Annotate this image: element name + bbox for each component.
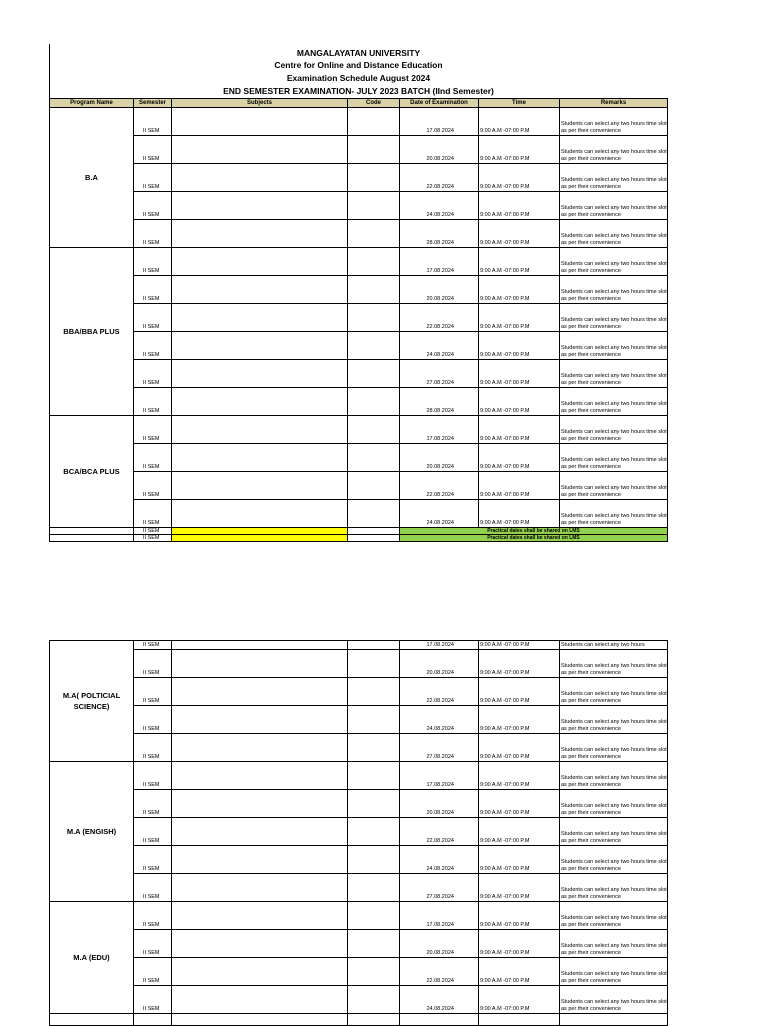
exam-date: 22.08.2024 [400,958,479,986]
schedule-table-page2 [49,640,668,1026]
exam-time: 9:00 A.M -07:00 P.M [479,304,560,332]
subject-cell [172,500,348,528]
program-name: BCA/BCA PLUS [50,416,134,528]
code-cell [348,276,400,304]
code-cell [348,902,400,930]
subject-cell [172,108,348,136]
code-cell [348,734,400,762]
program-group [50,641,668,762]
exam-time: 9:00 A.M -07:00 P.M [479,930,560,958]
code-cell [348,874,400,902]
program-name: B.A [50,108,134,248]
table-row [50,444,668,472]
remarks-cell: Students can select any two hours time slot as per their convenience [560,678,668,706]
subject-cell [172,958,348,986]
subject-cell [172,332,348,360]
exam-time: 9:00 A.M -07:00 P.M [479,332,560,360]
practical-note: Practical dates shall be shared on LMS [400,535,668,542]
semester-cell: II SEM [134,528,172,535]
subject-cell [172,790,348,818]
semester-cell: II SEM [134,535,172,542]
exam-date: 17.08.2024 [400,641,479,650]
subject-cell [172,641,348,650]
code-cell [348,360,400,388]
table-row [50,706,668,734]
semester-cell: II SEM [134,874,172,902]
table-row [50,930,668,958]
exam-date: 20.08.2024 [400,136,479,164]
program-group [50,416,668,528]
remarks-cell: Students can select any two hours time slot as per their convenience [560,108,668,136]
remarks-cell: Students can select any two hours time slot as per their convenience [560,818,668,846]
subject-cell [172,930,348,958]
exam-date: 17.08.2024 [400,902,479,930]
exam-date: 20.08.2024 [400,930,479,958]
exam-date: 24.08.2024 [400,332,479,360]
exam-time: 9:00 A.M -07:00 P.M [479,388,560,416]
exam-date: 24.08.2024 [400,706,479,734]
subject-cell [172,986,348,1014]
exam-date: 24.08.2024 [400,846,479,874]
semester-cell: II SEM [134,192,172,220]
subject-cell [172,444,348,472]
remarks-cell: Students can select any two hours time slot as per their convenience [560,304,668,332]
remarks-cell: Students can select any two hours time slot as per their convenience [560,388,668,416]
exam-date: 22.08.2024 [400,304,479,332]
code-cell [348,164,400,192]
subject-cell [172,706,348,734]
subject-cell [172,874,348,902]
exam-date: 20.08.2024 [400,444,479,472]
exam-date: 22.08.2024 [400,164,479,192]
semester-cell: II SEM [134,678,172,706]
semester-cell: II SEM [134,790,172,818]
remarks-cell: Students can select any two hours time slot as per their convenience [560,790,668,818]
remarks-cell: Students can select any two hours time slot as per their convenience [560,220,668,248]
table-row [50,248,668,276]
exam-date: 20.08.2024 [400,276,479,304]
header-row [50,99,668,108]
exam-title: END SEMESTER EXAMINATION- JULY 2023 BATCH (IInd Semester) [223,86,494,96]
semester-cell: II SEM [134,846,172,874]
exam-date: 17.08.2024 [400,762,479,790]
remarks-cell: Students can select any two hours time slot as per their convenience [560,650,668,678]
table-row [50,641,668,650]
table-row [50,818,668,846]
remarks-cell: Students can select any two hours time slot as per their convenience [560,500,668,528]
code-cell [348,846,400,874]
program-name: M.A (ENGISH) [50,762,134,902]
remarks-cell: Students can select any two hours time slot as per their convenience [560,360,668,388]
code-cell [348,818,400,846]
code-cell [348,790,400,818]
table-row [50,332,668,360]
exam-time: 9:00 A.M -07:00 P.M [479,164,560,192]
program-name: M.A (EDU) [50,902,134,1014]
exam-time: 9:00 A.M -07:00 P.M [479,220,560,248]
semester-cell: II SEM [134,360,172,388]
subject-cell [172,248,348,276]
program-group [50,762,668,902]
remarks-cell: Students can select any two hours time slot as per their convenience [560,986,668,1014]
exam-date: 20.08.2024 [400,790,479,818]
semester-cell: II SEM [134,902,172,930]
code-cell [348,444,400,472]
remarks-cell: Students can select any two hours time slot as per their convenience [560,136,668,164]
subject-cell [172,678,348,706]
practical-note: Practical dates shall be shared on LMS [400,528,668,535]
exam-time: 9:00 A.M -07:00 P.M [479,762,560,790]
table-row [50,500,668,528]
exam-time: 9:00 A.M -07:00 P.M [479,902,560,930]
code-cell [348,641,400,650]
exam-date: 17.08.2024 [400,248,479,276]
remarks-cell: Students can select any two hours time slot as per their convenience [560,472,668,500]
exam-time: 9:00 A.M -07:00 P.M [479,472,560,500]
table-row [50,790,668,818]
program-name: M.A( POLTICIAL SCIENCE) [50,641,134,762]
table-row [50,388,668,416]
semester-cell: II SEM [134,500,172,528]
semester-cell: II SEM [134,986,172,1014]
exam-date: 24.08.2024 [400,986,479,1014]
subject-cell [172,762,348,790]
remarks-cell: Students can select any two hours time slot as per their convenience [560,930,668,958]
exam-time: 9:00 A.M -07:00 P.M [479,248,560,276]
code-cell [348,136,400,164]
semester-cell: II SEM [134,220,172,248]
col-time: Time [479,99,560,108]
table-row [50,874,668,902]
program-group [50,108,668,248]
exam-date: 28.08.2024 [400,388,479,416]
exam-date: 27.08.2024 [400,734,479,762]
semester-cell: II SEM [134,388,172,416]
col-date: Date of Examination [400,99,479,108]
semester-cell: II SEM [134,762,172,790]
exam-time: 9:00 A.M -07:00 P.M [479,678,560,706]
code-cell [348,930,400,958]
remarks-cell: Students can select any two hours time slot as per their convenience [560,332,668,360]
remarks-cell: Students can select any two hours time slot as per their convenience [560,762,668,790]
semester-cell: II SEM [134,706,172,734]
remarks-cell: Students can select any two hours time slot as per their convenience [560,248,668,276]
exam-time: 9:00 A.M -07:00 P.M [479,790,560,818]
exam-time: 9:00 A.M -07:00 P.M [479,986,560,1014]
table-row [50,416,668,444]
table-row [50,192,668,220]
remarks-cell: Students can select any two hours time slot as per their convenience [560,874,668,902]
code-cell [348,388,400,416]
col-subjects: Subjects [172,99,348,108]
table-row [50,220,668,248]
table-row [50,902,668,930]
semester-cell: II SEM [134,734,172,762]
subject-cell [172,734,348,762]
subject-cell-highlight [172,528,348,535]
exam-date: 28.08.2024 [400,220,479,248]
table-row [50,535,668,542]
code-cell [348,500,400,528]
code-cell [348,108,400,136]
semester-cell: II SEM [134,472,172,500]
exam-date: 27.08.2024 [400,874,479,902]
code-cell [348,304,400,332]
subject-cell [172,360,348,388]
semester-cell: II SEM [134,818,172,846]
code-cell [348,332,400,360]
remarks-cell: Students can select any two hours time slot as per their convenience [560,958,668,986]
exam-date: 24.08.2024 [400,192,479,220]
subject-cell [172,276,348,304]
remarks-cell: Students can select any two hours time slot as per their convenience [560,734,668,762]
table-row [50,136,668,164]
code-cell [348,192,400,220]
exam-time: 9:00 A.M -07:00 P.M [479,276,560,304]
code-cell [348,472,400,500]
exam-time: 9:00 A.M -07:00 P.M [479,846,560,874]
semester-cell: II SEM [134,958,172,986]
exam-time: 9:00 A.M -07:00 P.M [479,136,560,164]
program-name: BBA/BBA PLUS [50,248,134,416]
subject-cell [172,304,348,332]
semester-cell: II SEM [134,136,172,164]
code-cell [348,220,400,248]
exam-time: 9:00 A.M -07:00 P.M [479,360,560,388]
subject-cell [172,192,348,220]
remarks-cell: Students can select any two hours time slot as per their convenience [560,902,668,930]
semester-cell: II SEM [134,164,172,192]
semester-cell: II SEM [134,332,172,360]
exam-time: 9:00 A.M -07:00 P.M [479,416,560,444]
table-row [50,958,668,986]
remarks-cell: Students can select any two hours time slot as per their convenience [560,192,668,220]
code-cell [348,248,400,276]
subject-cell [172,846,348,874]
code-cell [348,986,400,1014]
program-group [50,248,668,416]
remarks-cell: Students can select any two hours time slot as per their convenience [560,164,668,192]
practical-rows [50,528,668,542]
code-cell [348,958,400,986]
code-cell [348,678,400,706]
remarks-cell: Students can select any two hours time slot as per their convenience [560,444,668,472]
col-code: Code [348,99,400,108]
remarks-cell: Students can select any two hours time slot as per their convenience [560,416,668,444]
table-row [50,846,668,874]
semester-cell: II SEM [134,304,172,332]
subject-cell [172,818,348,846]
exam-time: 9:00 A.M -07:00 P.M [479,818,560,846]
subject-cell [172,136,348,164]
code-cell [348,650,400,678]
semester-cell: II SEM [134,276,172,304]
remarks-cell: Students can select any two hours time slot as per their convenience [560,276,668,304]
exam-time: 9:00 A.M -07:00 P.M [479,734,560,762]
subject-cell [172,220,348,248]
table-row [50,276,668,304]
semester-cell: II SEM [134,930,172,958]
table-row [50,986,668,1014]
remarks-cell: Students can select any two hours time slot as per their convenience [560,846,668,874]
exam-time: 9:00 A.M -07:00 P.M [479,444,560,472]
exam-date: 22.08.2024 [400,472,479,500]
subject-cell [172,472,348,500]
col-program-name: Program Name [50,99,134,108]
semester-cell: II SEM [134,416,172,444]
subject-cell [172,650,348,678]
table-row [50,678,668,706]
semester-cell: II SEM [134,248,172,276]
table-row [50,762,668,790]
subject-cell [172,164,348,192]
col-remarks: Remarks [560,99,668,108]
code-cell [348,762,400,790]
code-cell [348,535,400,542]
subject-cell [172,388,348,416]
exam-date: 24.08.2024 [400,500,479,528]
semester-cell: II SEM [134,444,172,472]
code-cell [348,528,400,535]
exam-date: 22.08.2024 [400,818,479,846]
exam-time: 9:00 A.M -07:00 P.M [479,706,560,734]
semester-cell: II SEM [134,650,172,678]
table-row [50,164,668,192]
schedule-table-page1 [49,98,668,542]
semester-cell: II SEM [134,641,172,650]
exam-date: 20.08.2024 [400,650,479,678]
program-group [50,902,668,1014]
subject-cell [172,902,348,930]
exam-date: 27.08.2024 [400,360,479,388]
exam-time: 9:00 A.M -07:00 P.M [479,192,560,220]
table-row [50,360,668,388]
exam-time: 9:00 A.M -07:00 P.M [479,641,560,650]
col-semester: Semester [134,99,172,108]
exam-date: 17.08.2024 [400,108,479,136]
code-cell [348,706,400,734]
semester-cell: II SEM [134,108,172,136]
centre-title: Centre for Online and Distance Education [274,60,443,70]
exam-date: 17.08.2024 [400,416,479,444]
exam-time: 9:00 A.M -07:00 P.M [479,500,560,528]
table-row [50,528,668,535]
remarks-cell: Students can select any two hours [560,641,668,650]
subject-cell [172,416,348,444]
schedule-title: Examination Schedule August 2024 [286,73,431,83]
exam-date: 22.08.2024 [400,678,479,706]
table-row [50,734,668,762]
exam-time: 9:00 A.M -07:00 P.M [479,874,560,902]
table-row [50,650,668,678]
code-cell [348,416,400,444]
table-row [50,108,668,136]
exam-time: 9:00 A.M -07:00 P.M [479,650,560,678]
table-row [50,472,668,500]
subject-cell-highlight [172,535,348,542]
table-row [50,304,668,332]
exam-time: 9:00 A.M -07:00 P.M [479,958,560,986]
exam-time: 9:00 A.M -07:00 P.M [479,108,560,136]
university-title: MANGALAYATAN UNIVERSITY [296,48,421,58]
remarks-cell: Students can select any two hours time slot as per their convenience [560,706,668,734]
